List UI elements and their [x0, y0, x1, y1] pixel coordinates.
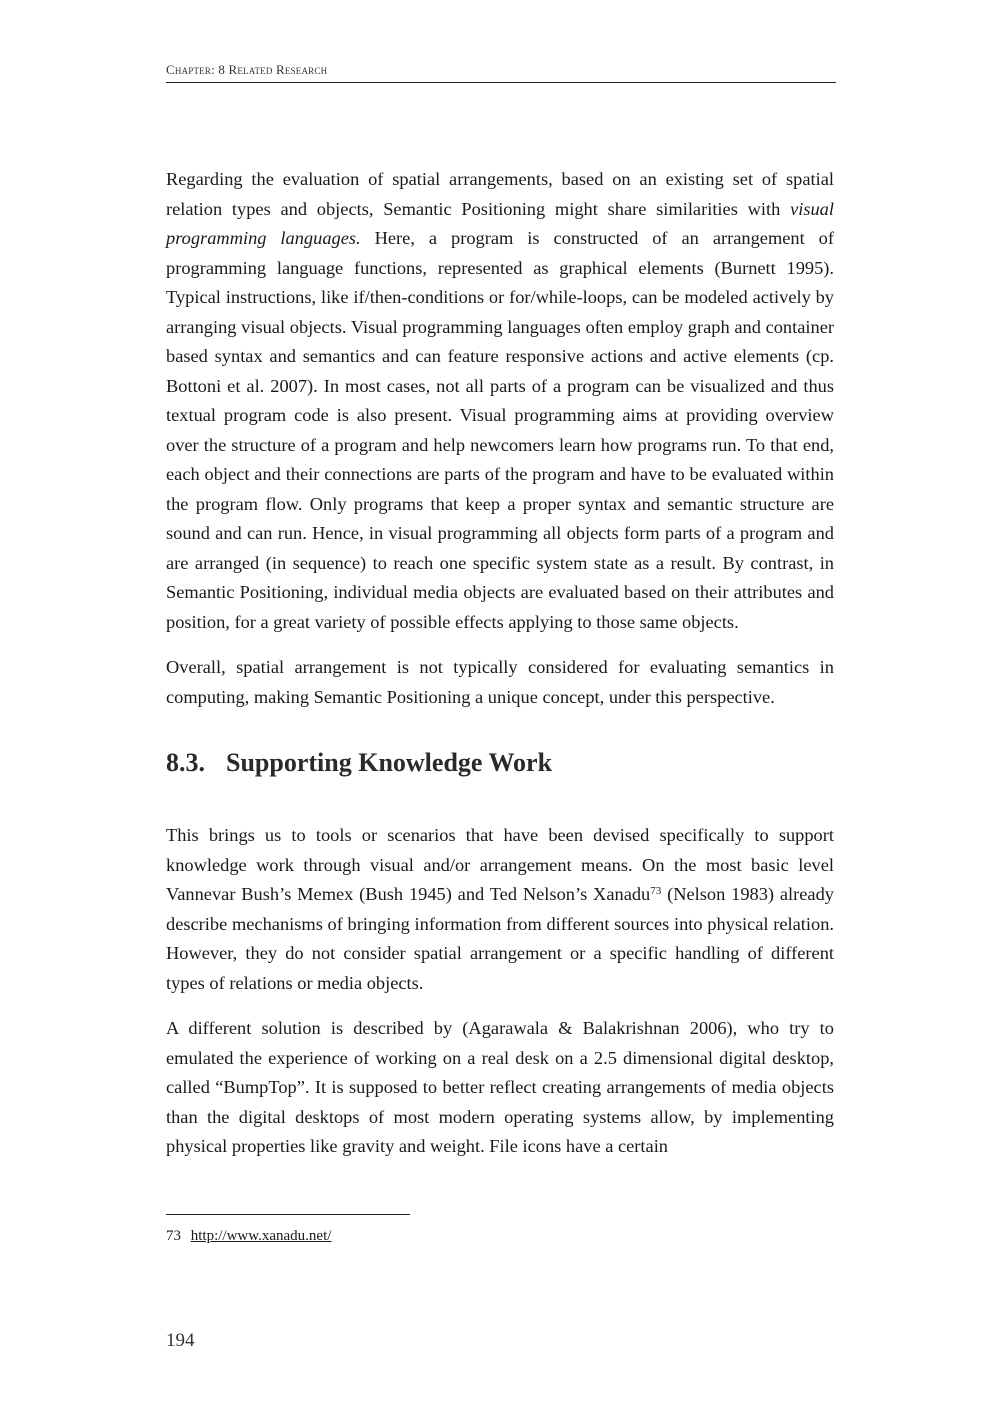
footnote-reference[interactable]: 73: [650, 885, 662, 897]
paragraph-knowledge-work: [166, 821, 834, 998]
paragraph-bumptop: A different solution is described by (Agarawala & Balakrishnan 2006), who try to emulated the experience of working on a real desk on a 2.5 dimensional digital desktop, called “BumpTop”. It is supposed to better reflect creating arrangements of media objects than the digital desktops of most modern operating systems allow, by implementing physical properties like gravity and weight. File icons have a certain: [166, 1018, 834, 1156]
paragraph-overall: Overall, spatial arrangement is not typically considered for evaluating semantics in computing, making Semantic Positioning a unique concept, under this perspective.: [166, 657, 834, 707]
page-number: 194: [166, 1330, 195, 1351]
paragraph-visual-programming: [166, 165, 834, 637]
emphasis-visual-programming-languages: visual programming languages.: [166, 198, 834, 248]
paragraph-text-rest: (Nelson 1983) already describe mechanisms of bringing information from different sources into physical relation. However, they do not consider spatial arrangement or a specific handling of different types of relations or media objects.: [166, 884, 834, 993]
footnote: [166, 1226, 331, 1246]
running-header: [166, 62, 836, 83]
paragraph-text-start: This brings us to tools or scenarios that have been devised specifically to support knowledge work through visual and/or arrangement means. On the most basic level Vannevar Bush’s Memex (Bush 1945) and Ted Nelson’s Xanadu: [166, 825, 834, 904]
footnote-number: 73: [166, 1228, 181, 1244]
section-number: 8.3.: [166, 748, 205, 777]
footnote-divider: [166, 1214, 410, 1215]
section-heading: [166, 746, 834, 780]
body-text: [166, 165, 834, 1162]
paragraph-text-rest: Here, a program is constructed of an arrangement of programming language functions, represented as graphical elements (Burnett 1995). Typical instructions, like if/then-conditions or for/while-loops, can be modeled actively by arranging visual objects. Visual programming languages often employ graph and container based syntax and semantics and can feature responsive actions and active elements (cp. Bottoni et al. 2007). In most cases, not all parts of a program can be visualized and thus textual program code is also present. Visual programming aims at providing overview over the structure of a program and help newcomers learn how programs run. To that end, each object and their connections are parts of the program and have to be evaluated within the program flow. Only programs that keep a proper syntax and semantic structure are sound and can run. Hence, in visual programming all objects form parts of a program and are arranged (in sequence) to reach one specific system state as a result. By contrast, in Semantic Positioning, individual media objects are evaluated based on their attributes and position, for a great variety of possible effects applying to those same objects.: [166, 228, 834, 632]
chapter-label: Chapter: 8 Related Research: [166, 62, 328, 77]
footnote-link[interactable]: http://www.xanadu.net/: [190, 1228, 332, 1244]
paragraph-text-start: Regarding the evaluation of spatial arrangements, based on an existing set of spatial relation types and objects, Semantic Positioning might share similarities with: [166, 169, 834, 219]
section-title: Supporting Knowledge Work: [226, 748, 553, 777]
